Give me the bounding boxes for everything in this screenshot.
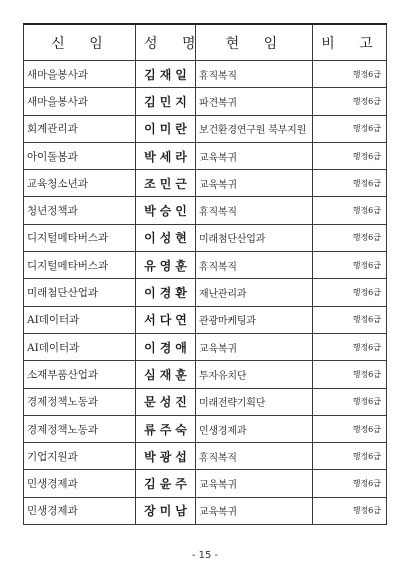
current-post-cell: 파견복귀 [196,88,313,115]
new-post-cell: AI데이터과 [24,306,136,333]
name-cell: 이성현 [136,224,196,251]
new-post-cell: 교육청소년과 [24,170,136,197]
name-cell: 김윤주 [136,470,196,497]
name-cell: 류주숙 [136,415,196,442]
current-post-cell: 교육복귀 [196,170,313,197]
name-cell: 박세라 [136,142,196,169]
table-row [24,224,387,251]
name-cell: 장미남 [136,497,196,524]
new-post-cell: 미래첨단산업과 [24,279,136,306]
note-cell: 행정6급 [313,333,387,360]
note-cell: 행정6급 [313,61,387,88]
name-cell: 이경환 [136,279,196,306]
new-post-cell: 회계관리과 [24,115,136,142]
note-cell: 행정6급 [313,197,387,224]
new-post-cell: 새마을봉사과 [24,61,136,88]
new-post-cell: 디지털메타버스과 [24,224,136,251]
note-cell: 행정6급 [313,361,387,388]
current-post-cell: 교육복귀 [196,142,313,169]
header-note: 비 고 [313,24,387,61]
current-post-cell: 보건환경연구원 북부지원 [196,115,313,142]
new-post-cell: 디지털메타버스과 [24,252,136,279]
current-post-cell: 휴직복직 [196,197,313,224]
name-cell: 김재일 [136,61,196,88]
new-post-cell: 민생경제과 [24,497,136,524]
note-cell: 행정6급 [313,306,387,333]
table-row [24,197,387,224]
table-row [24,170,387,197]
note-cell: 행정6급 [313,252,387,279]
current-post-cell: 투자유치단 [196,361,313,388]
table-row [24,497,387,524]
new-post-cell: 경제정책노동과 [24,388,136,415]
current-post-cell: 관광마케팅과 [196,306,313,333]
new-post-cell: 소재부품산업과 [24,361,136,388]
name-cell: 유영훈 [136,252,196,279]
personnel-table [23,23,387,525]
note-cell: 행정6급 [313,443,387,470]
table-row [24,470,387,497]
current-post-cell: 재난관리과 [196,279,313,306]
name-cell: 서다연 [136,306,196,333]
note-cell: 행정6급 [313,170,387,197]
new-post-cell: 새마을봉사과 [24,88,136,115]
table-header-row [24,24,387,61]
current-post-cell: 민생경제과 [196,415,313,442]
name-cell: 박광섭 [136,443,196,470]
note-cell: 행정6급 [313,279,387,306]
table-row [24,115,387,142]
header-name: 성 명 [136,24,196,61]
current-post-cell: 휴직복직 [196,443,313,470]
table-row [24,388,387,415]
new-post-cell: AI데이터과 [24,333,136,360]
name-cell: 이미란 [136,115,196,142]
note-cell: 행정6급 [313,470,387,497]
current-post-cell: 휴직복직 [196,252,313,279]
note-cell: 행정6급 [313,497,387,524]
page-number: - 15 - [191,550,219,561]
note-cell: 행정6급 [313,142,387,169]
header-current-post: 현 임 [196,24,313,61]
current-post-cell: 휴직복직 [196,61,313,88]
table-body [24,61,387,525]
current-post-cell: 교육복귀 [196,470,313,497]
current-post-cell: 교육복귀 [196,333,313,360]
note-cell: 행정6급 [313,388,387,415]
table-row [24,306,387,333]
table-row [24,415,387,442]
name-cell: 김민지 [136,88,196,115]
new-post-cell: 경제정책노동과 [24,415,136,442]
note-cell: 행정6급 [313,415,387,442]
note-cell: 행정6급 [313,88,387,115]
table-row [24,142,387,169]
name-cell: 조민근 [136,170,196,197]
name-cell: 문성진 [136,388,196,415]
table-row [24,333,387,360]
table-row [24,88,387,115]
name-cell: 심재훈 [136,361,196,388]
current-post-cell: 교육복귀 [196,497,313,524]
name-cell: 박승인 [136,197,196,224]
name-cell: 이경애 [136,333,196,360]
table-row [24,279,387,306]
current-post-cell: 미래전략기획단 [196,388,313,415]
new-post-cell: 아이돌봄과 [24,142,136,169]
new-post-cell: 청년정책과 [24,197,136,224]
note-cell: 행정6급 [313,115,387,142]
current-post-cell: 미래첨단산업과 [196,224,313,251]
new-post-cell: 민생경제과 [24,470,136,497]
table-row [24,252,387,279]
table-row [24,61,387,88]
table-row [24,361,387,388]
new-post-cell: 기업지원과 [24,443,136,470]
table-row [24,443,387,470]
header-new-post: 신 임 [24,24,136,61]
note-cell: 행정6급 [313,224,387,251]
